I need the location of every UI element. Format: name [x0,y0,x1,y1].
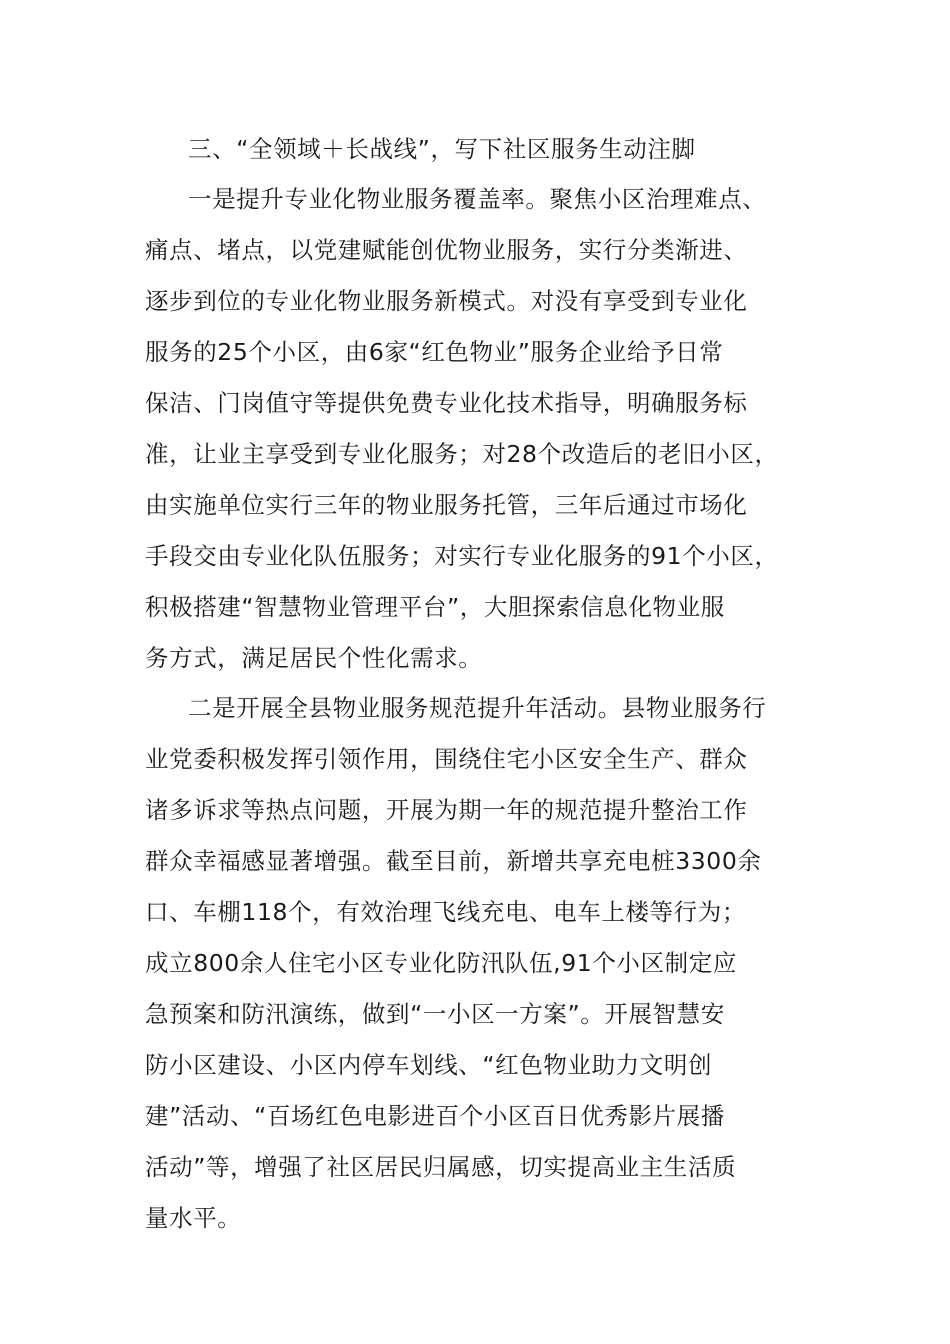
paragraph-line: 建”活动、“百场红色电影进百个小区百日优秀影片展播 [145,1102,725,1130]
paragraph-line: 业党委积极发挥引领作用，围绕住宅小区安全生产、群众 [145,745,748,773]
paragraph-line: 逐步到位的专业化物业服务新模式。对没有享受到专业化 [145,287,748,315]
paragraph-line: 诸多诉求等热点问题，开展为期一年的规范提升整治工作 [145,796,748,824]
section-heading: 三、“全领域＋长战线”，写下社区服务生动注脚 [188,135,696,163]
paragraph-line: 务方式，满足居民个性化需求。 [145,644,483,672]
paragraph-line: 积极搭建“智慧物业管理平台”，大胆探索信息化物业服 [145,593,725,621]
paragraph-line: 痛点、堵点，以党建赋能创优物业服务，实行分类渐进、 [145,236,748,264]
paragraph-line: 急预案和防汛演练，做到“一小区一方案”。开展智慧安 [145,1000,725,1028]
paragraph-line: 活动”等，增强了社区居民归属感，切实提高业主生活质 [145,1153,737,1181]
paragraph-line: 手段交由专业化队伍服务；对实行专业化服务的91个小区， [145,542,779,570]
paragraph-line: 成立800余人住宅小区专业化防汛队伍,91个小区制定应 [145,949,737,977]
paragraph-line: 由实施单位实行三年的物业服务托管，三年后通过市场化 [145,491,748,519]
paragraph-line: 量水平。 [145,1204,242,1232]
paragraph-line: 服务的25个小区，由6家“红色物业”服务企业给予日常 [145,338,724,366]
paragraph-line: 保洁、门岗值守等提供免费专业化技术指导，明确服务标 [145,389,748,417]
paragraph-line: 准，让业主享受到专业化服务；对28个改造后的老旧小区， [145,440,779,468]
paragraph-line: 群众幸福感显著增强。截至目前，新增共享充电桩3300余 [145,847,762,875]
paragraph-line: 二是开展全县物业服务规范提升年活动。县物业服务行 [188,694,767,722]
paragraph-line: 防小区建设、小区内停车划线、“红色物业助力文明创 [145,1051,713,1079]
paragraph-line: 口、车棚118个，有效治理飞线充电、电车上楼等行为； [145,898,746,926]
paragraph-line: 一是提升专业化物业服务覆盖率。聚焦小区治理难点、 [188,185,767,213]
